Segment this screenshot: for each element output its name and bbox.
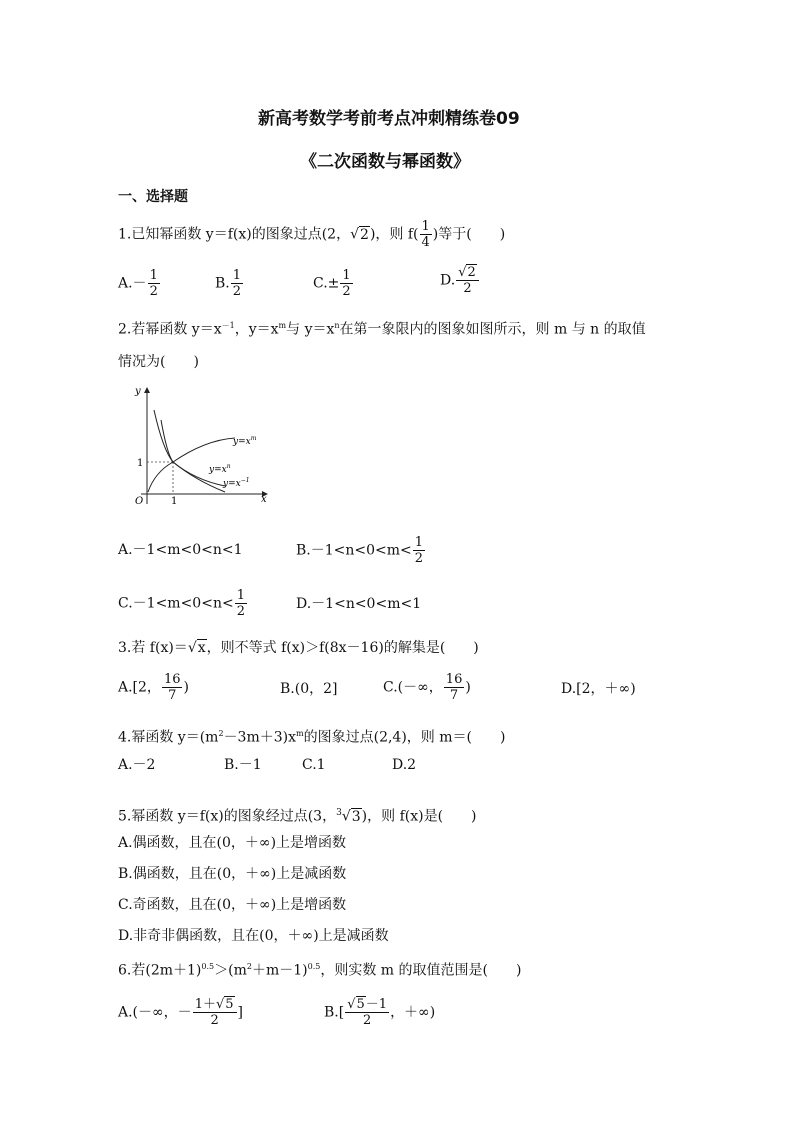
label-y-x-n: $y=x^n$ xyxy=(209,463,231,475)
question-2-stem-line2: 情况为( ) xyxy=(118,354,199,370)
question-1-option-b[interactable]: B. $\frac{1}{2}$ xyxy=(215,268,242,299)
x-tick-1: 1 xyxy=(171,496,178,507)
question-5-option-d[interactable]: D.非奇非偶函数，且在(0，＋∞)上是减函数 xyxy=(118,928,389,944)
question-3-option-a[interactable]: A.[2， $\frac{16}{7}$ ) xyxy=(118,672,189,703)
question-4-option-a[interactable]: A.－2 xyxy=(118,757,156,773)
question-5-option-b[interactable]: B.偶函数，且在(0，＋∞)上是减函数 xyxy=(118,866,347,882)
question-1-option-c[interactable]: C.± $\frac{1}{2}$ xyxy=(313,268,351,299)
question-4-stem: 4.幂函数 $y=(m^2-3m+3)x^m$的图象过点(2,4)，则 m＝( ) xyxy=(118,729,506,746)
curve-x-power-minus-1 xyxy=(161,420,225,492)
x-axis-label: x xyxy=(261,494,267,505)
question-3-option-b[interactable]: B.(0，2] xyxy=(280,681,338,697)
question-2-option-b[interactable]: B.－1<n<0<m< $\frac{1}{2}$ xyxy=(296,535,424,566)
label-y-x-minus-1: $y=x^{-1}$ xyxy=(223,477,250,489)
page-title: 新高考数学考前考点冲刺精练卷09 xyxy=(258,109,520,129)
y-axis-label: y xyxy=(135,386,141,397)
question-5-option-c[interactable]: C.奇函数，且在(0，＋∞)上是增函数 xyxy=(118,897,347,913)
question-3-stem: 3.若 f(x)＝√x，则不等式 f(x)＞f(8x－16)的解集是( ) xyxy=(118,640,479,656)
question-1-option-a[interactable]: A.－ $\frac{1}{2}$ xyxy=(118,268,158,299)
question-4-option-b[interactable]: B.－1 xyxy=(224,757,262,773)
y-tick-1: 1 xyxy=(137,458,144,469)
question-4-option-c[interactable]: C.1 xyxy=(302,757,326,773)
question-2-option-a[interactable]: A.－1<m<0<n<1 xyxy=(118,542,243,558)
section-heading: 一、选择题 xyxy=(118,189,188,205)
question-4-option-d[interactable]: D.2 xyxy=(392,757,417,773)
question-2-option-d[interactable]: D.－1<n<0<m<1 xyxy=(296,596,422,612)
power-function-graph xyxy=(125,380,275,510)
question-5-option-a[interactable]: A.偶函数，且在(0，＋∞)上是增函数 xyxy=(118,835,347,851)
origin-label: O xyxy=(135,496,144,507)
question-3-option-c[interactable]: C.(－∞， $\frac{16}{7}$ ) xyxy=(383,672,471,703)
page-subtitle: 《二次函数与幂函数》 xyxy=(300,152,470,172)
question-6-option-b[interactable]: B.[ $\frac{√5-1}{2}$ ，＋∞) xyxy=(324,997,436,1028)
question-2-stem-line1: 2.若幂函数 $y=x^{-1}$，$y=x^m$与 $y=x^n$在第一象限内的图象如图所示，则 m 与 n 的取值 xyxy=(118,321,646,338)
question-3-option-d[interactable]: D.[2，＋∞) xyxy=(561,681,636,697)
label-y-x-m: $y=x^m$ xyxy=(233,435,257,447)
question-1-option-d[interactable]: D. $\frac{√2}{2}$ xyxy=(440,265,480,296)
question-5-stem: 5.幂函数 y＝f(x)的图象经过点(3，$^3$√3)，则 f(x)是( ) xyxy=(118,808,477,825)
question-6-option-a[interactable]: A.(－∞，－ $\frac{1+√5}{2}$ ] xyxy=(118,997,244,1028)
question-2-option-c[interactable]: C.－1<m<0<n< $\frac{1}{2}$ xyxy=(118,588,245,619)
question-6-stem: 6.若$(2m+1)^{0.5}>(m^2+m-1)^{0.5}$，则实数 m 的取值范围是( ) xyxy=(118,962,522,979)
question-1-stem: 1.已知幂函数 y＝f(x)的图象过点(2，√2)，则 f( $\frac{1}{4}$ )等于( ) xyxy=(118,219,506,250)
